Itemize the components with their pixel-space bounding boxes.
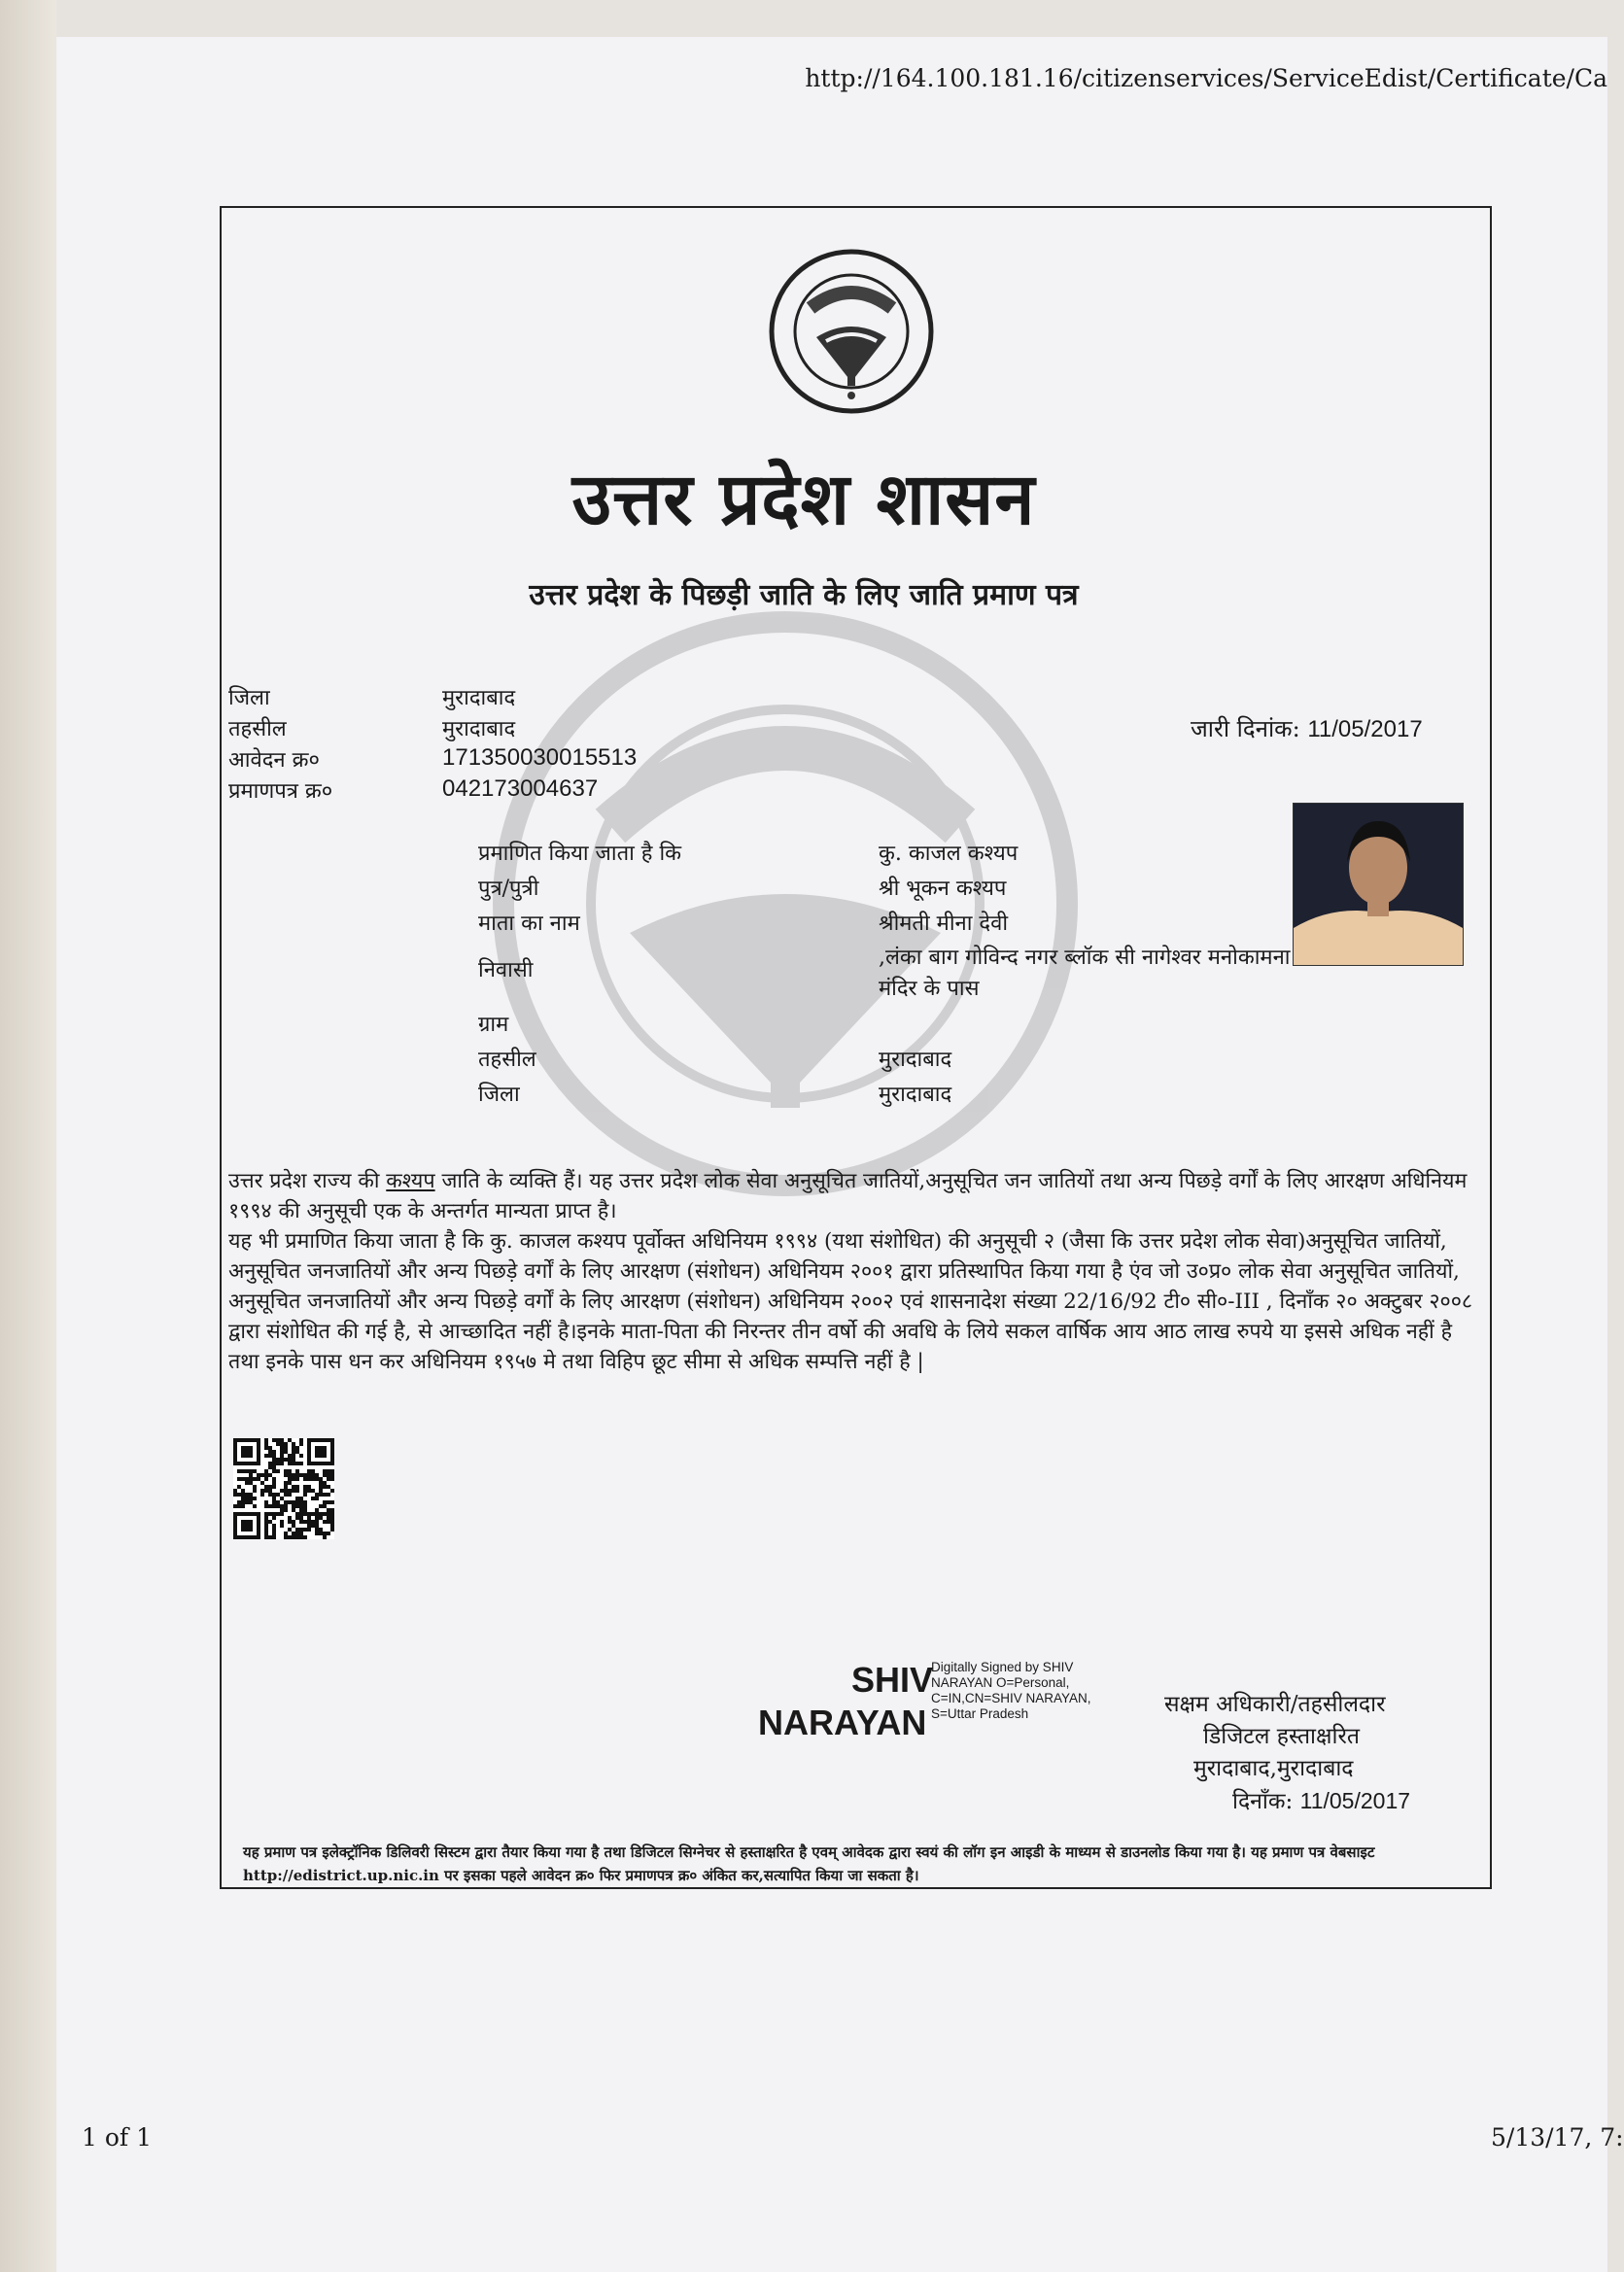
meta-value: मुरादाबाद — [442, 717, 516, 741]
up-govt-emblem — [768, 248, 935, 415]
digital-sign-line: C=IN,CN=SHIV NARAYAN, — [931, 1691, 1091, 1705]
detail-label: पुत्र/पुत्री — [478, 877, 539, 901]
signer-name-line2: NARAYAN — [758, 1703, 927, 1742]
detail-label: प्रमाणित किया जाता है कि — [478, 842, 682, 866]
issue-date-label: जारी दिनांक: — [1191, 715, 1300, 742]
certificate-body — [228, 1166, 1482, 1377]
detail-label: जिला — [478, 1083, 520, 1107]
digitally-signed: डिजिटल हस्ताक्षरित — [1203, 1724, 1360, 1749]
digital-sign-line: Digitally Signed by SHIV — [931, 1660, 1074, 1674]
meta-row — [228, 775, 637, 807]
caste-name: कश्यप — [386, 1169, 435, 1193]
digital-signature-details — [931, 1660, 1116, 1722]
detail-row — [478, 943, 1306, 1009]
detail-row — [478, 873, 1306, 908]
applicant-photo — [1293, 803, 1464, 966]
meta-label: प्रमाणपत्र क्र० — [228, 779, 333, 804]
detail-label: ग्राम — [478, 1013, 509, 1037]
certificate-title: उत्तर प्रदेश के पिछड़ी जाति के लिए जाति प्रमाण पत्र — [529, 578, 1079, 612]
father-name: श्री भूकन कश्यप — [879, 877, 1007, 901]
detail-row — [478, 908, 1306, 943]
scan-edge — [0, 0, 56, 2272]
verification-note: यह प्रमाण पत्र इलेक्ट्रॉनिक डिलिवरी सिस्टम द्वारा तैयार किया गया है तथा डिजिटल सिग्नेचर से हस्ताक्षरित है एवम् आवेदक द्वारा स्वयं की लॉग इन आइडी के माध्यम से डाउनलोड किया गया है। यह प्रमाण पत्र वेबसाइट http://edistrict.up.nic.in पर इसका पहले आवेदन क्र० फिर प्रमाणपत्र क्र० अंकित कर,सत्यापित किया जा सकता है। — [243, 1843, 1375, 1884]
applicant-name: कु. काजल कश्यप — [879, 842, 1019, 866]
detail-row — [478, 838, 1306, 873]
qr-code — [233, 1438, 334, 1539]
detail-row — [478, 1044, 1306, 1079]
detail-row — [478, 1079, 1306, 1114]
village — [879, 1009, 1306, 1044]
meta-block — [228, 682, 637, 807]
digital-sign-line: NARAYAN O=Personal, — [931, 1675, 1070, 1690]
signer-name-line1: SHIV — [851, 1660, 934, 1700]
applicant-details — [478, 838, 1306, 1114]
tehsil: मुरादाबाद — [879, 1048, 952, 1072]
meta-label: आवेदन क्र० — [228, 748, 320, 773]
application-number: 171350030015513 — [442, 744, 638, 771]
meta-label: तहसील — [228, 717, 287, 741]
detail-row — [478, 1009, 1306, 1044]
government-heading: उत्तर प्रदेश शासन — [571, 458, 1036, 541]
para1-end: जाति के व्यक्ति हैं। यह उत्तर प्रदेश लोक सेवा अनुसूचित जातियों,अनुसूचित जन जातियों तथा अन्य पिछड़े वर्गों के लिए आरक्षण अधिनियम १९९४ की अनुसूची एक के अन्तर्गत मान्यता प्राप्त है। — [228, 1169, 1468, 1223]
certificate-number: 042173004637 — [442, 775, 599, 802]
print-datetime: 5/13/17, 7: — [1491, 2123, 1624, 2152]
meta-row — [228, 682, 637, 713]
issuing-officer — [1164, 1689, 1410, 1818]
meta-label: जिला — [228, 686, 270, 710]
meta-value: मुरादाबाद — [442, 686, 516, 710]
officer-date-label: दिनाँक: — [1232, 1789, 1294, 1814]
meta-row — [228, 713, 637, 744]
district: मुरादाबाद — [879, 1083, 952, 1107]
print-url: http://164.100.181.16/citizenservices/ServiceEdist/Certificate/Ca — [805, 64, 1607, 92]
para1-start: उत्तर प्रदेश राज्य की — [228, 1169, 387, 1193]
digital-sign-line: S=Uttar Pradesh — [931, 1706, 1029, 1721]
meta-row — [228, 744, 637, 775]
officer-place: मुरादाबाद,मुरादाबाद — [1193, 1756, 1354, 1781]
issue-date — [1191, 712, 1423, 744]
address: ,लंका बाग गोविन्द नगर ब्लॉक सी नागेश्वर मनोकामना मंदिर के पास — [879, 946, 1291, 1001]
issue-date-value: 11/05/2017 — [1307, 716, 1423, 742]
detail-label: माता का नाम — [478, 912, 580, 936]
page-number: 1 of 1 — [82, 2123, 153, 2152]
officer-designation: सक्षम अधिकारी/तहसीलदार — [1164, 1692, 1386, 1717]
caste-paragraph — [228, 1166, 1482, 1226]
detail-label: निवासी — [478, 958, 534, 982]
officer-date — [1164, 1785, 1410, 1818]
income-paragraph: यह भी प्रमाणित किया जाता है कि कु. काजल कश्यप पूर्वोक्त अधिनियम १९९४ (यथा संशोधित) की अनुसूची २ (जैसा कि उत्तर प्रदेश लोक सेवा)अनुसूचित जातियों, अनुसूचित जनजातियों और अन्य पिछड़े वर्गों के लिए आरक्षण (संशोधन) अधिनियम २००१ द्वारा प्रतिस्थापित किया गया है एंव जो उ०प्र० लोक सेवा अनुसूचित जातियों, अनुसूचित जनजातियों और अन्य पिछड़े वर्गों के लिए आरक्षण (संशोधन) अधिनियम २००२ एवं शासनादेश संख्या 22/16/92 टी० सी०-III , दिनाँक २० अक्टुबर २००८ द्वारा संशोधित की गई है, से आच्छादित नहीं है।इनके माता-पिता की निरन्तर तीन वर्षो की अवधि के लिये सकल वार्षिक आय आठ लाख रुपये या इससे अधिक नहीं है तथा इनके पास धन कर अधिनियम १९५७ मे तथा विहिप छूट सीमा से अधिक सम्पत्ति नहीं है | — [228, 1229, 1473, 1374]
officer-date-value: 11/05/2017 — [1299, 1788, 1411, 1813]
mother-name: श्रीमती मीना देवी — [879, 912, 1009, 936]
detail-label: तहसील — [478, 1048, 536, 1072]
